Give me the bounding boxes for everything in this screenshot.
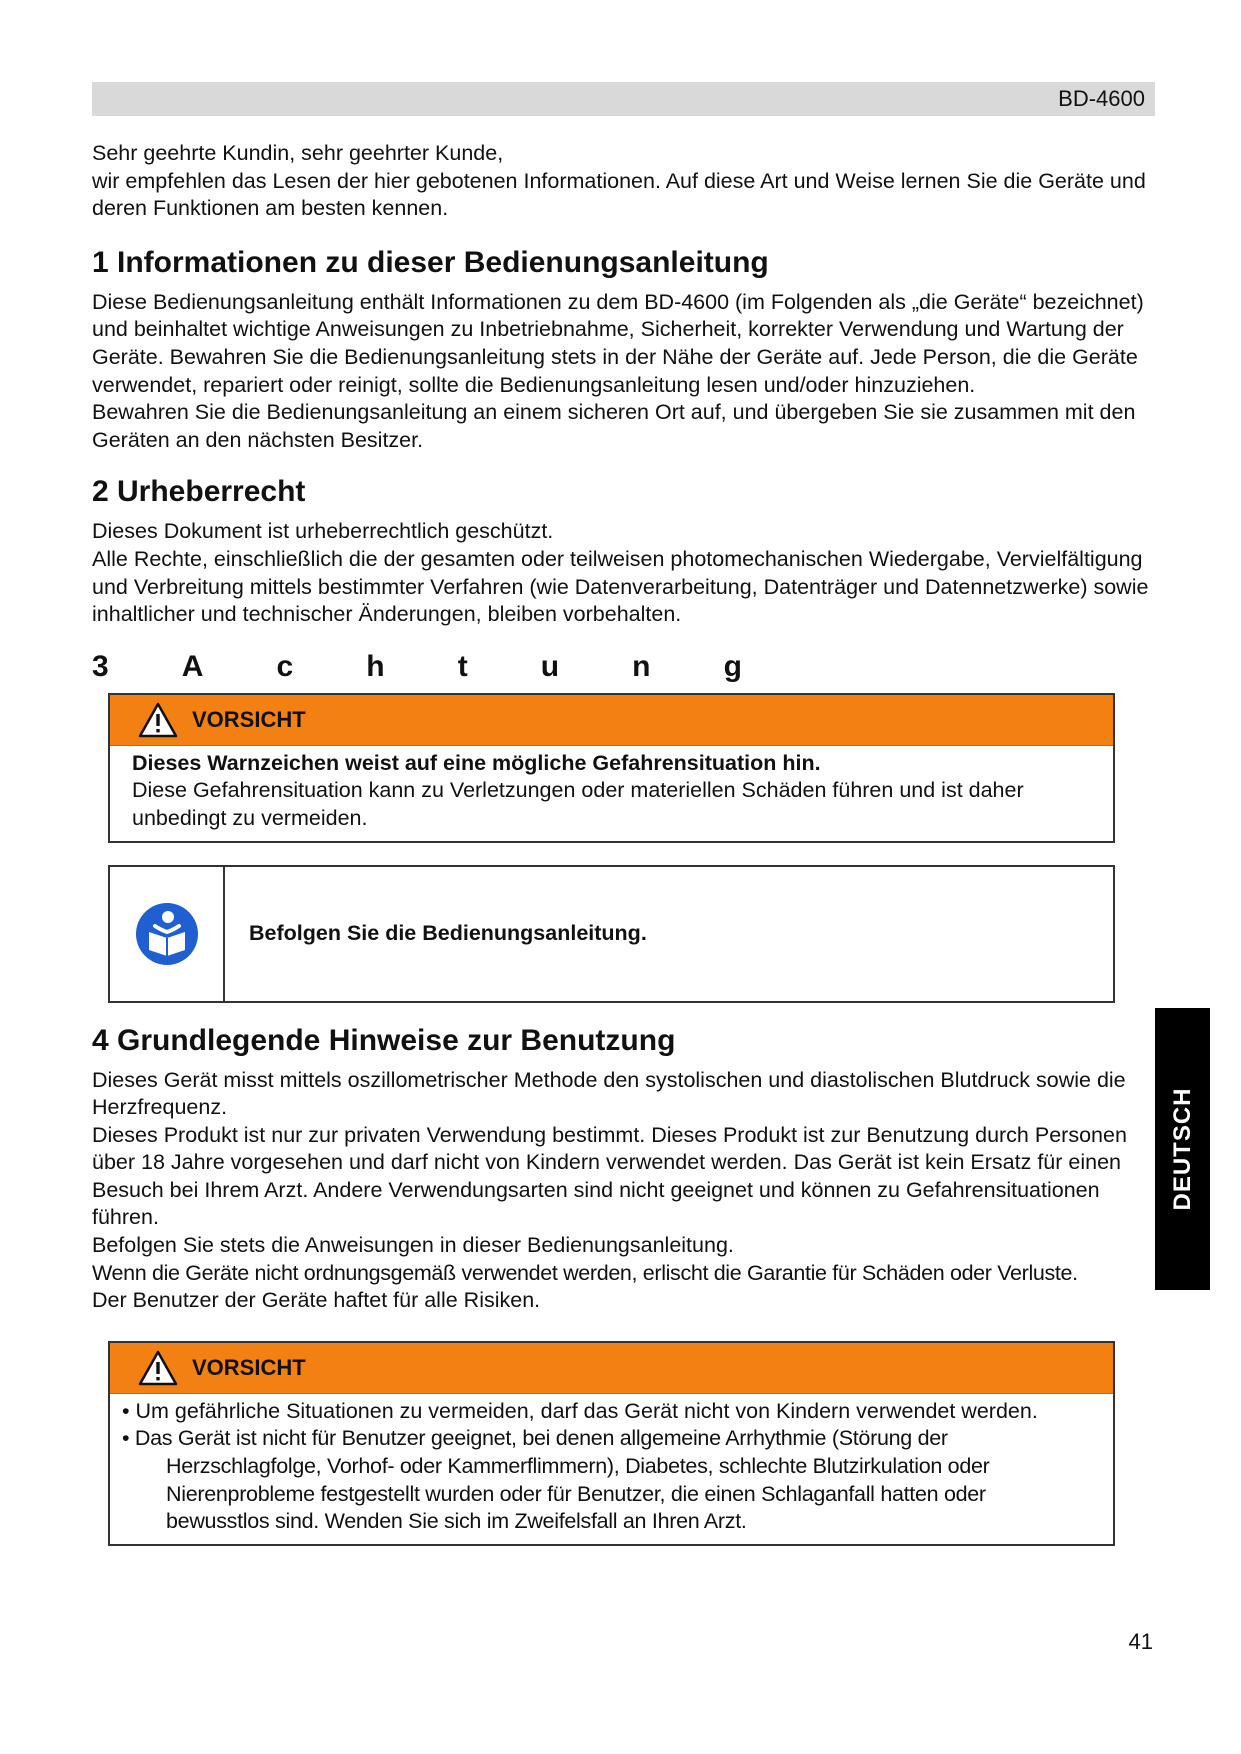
section-2-paragraph: Alle Rechte, einschließlich die der gesamten oder teilweisen photomechanischen Wiedergabe, Vervielfältigung und Verbreitung mittels bestimmter Verfahren (wie Datenverarbeitung, Datenträger und Datennetzwerke) sowie inhaltlicher und technischer Änderungen, bleiben vorbehalten. <box>92 546 1149 627</box>
greeting: Sehr geehrte Kundin, sehr geehrter Kunde, <box>92 141 504 165</box>
warning-lead: Dieses Warnzeichen weist auf eine mögliche Gefahrensituation hin. <box>132 750 821 775</box>
section-1-paragraph: Bewahren Sie die Bedienungsanleitung an einem sicheren Ort auf, und übergeben Sie sie zusammen mit den Geräten an den nächsten Besitzer. <box>92 400 1136 452</box>
heading-char: h <box>366 649 385 683</box>
section-4-heading: 4 Grundlegende Hinweise zur Benutzung <box>92 1023 676 1057</box>
section-2 <box>92 472 1160 628</box>
info-icon-cell <box>110 867 225 1001</box>
warning-list <box>110 1398 1093 1536</box>
warning-box <box>108 693 1115 843</box>
section-4-paragraph: Wenn die Geräte nicht ordnungsgemäß verwendet werden, erlischt die Garantie für Schäden oder Verluste. <box>92 1260 1078 1285</box>
header-bar <box>92 82 1155 116</box>
section-1-paragraph: Diese Bedienungsanleitung enthält Informationen zu dem BD-4600 (im Folgenden als „die Geräte“ bezeichnet) und beinhaltet wichtige Anweisungen zu Inbetriebnahme, Sicherheit, korrekter Verwendung und Wartung der Geräte. Bewahren Sie die Bedienungsanleitung stets in der Nähe der Geräte auf. Jede Person, die die Geräte verwendet, repariert oder reinigt, sollte die Bedienungsanleitung lesen und/oder hinzuziehen. <box>92 289 1144 397</box>
section-4-paragraph: Der Benutzer der Geräte haftet für alle Risiken. <box>92 1288 541 1313</box>
manual-info-box <box>108 865 1115 1003</box>
page-number: 41 <box>1128 1629 1153 1654</box>
warning-header <box>110 1343 1113 1394</box>
section-4-paragraph: Dieses Gerät misst mittels oszillometrischer Methode den systolischen und diastolischen Blutdruck sowie die Herzfrequenz. <box>92 1067 1126 1120</box>
info-text: Befolgen Sie die Bedienungsanleitung. <box>249 921 647 945</box>
warning-list-item: • Das Gerät ist nicht für Benutzer geeignet, bei denen allgemeine Arrhythmie (Störung der Herzschlagfolge, Vorhof- oder Kammerflimmern), Diabetes, schlechte Blutzirkulation oder Nierenprobleme festgestellt wurden oder für Benutzer, die einen Schlaganfall hatten oder bewusstlos sind. Wenden Sie sich im Zweifelsfall an Ihren Arzt. <box>122 1426 990 1534</box>
section-1 <box>92 243 1160 455</box>
section-4-paragraph: Befolgen Sie stets die Anweisungen in dieser Bedienungsanleitung. <box>92 1233 734 1258</box>
warning-header <box>110 695 1113 746</box>
model-name: BD-4600 <box>1058 86 1145 111</box>
section-4 <box>92 1021 1160 1546</box>
warning-text: Diese Gefahrensituation kann zu Verletzungen oder materiellen Schäden führen und ist daher unbedingt zu vermeiden. <box>132 778 1024 830</box>
warning-triangle-icon <box>138 702 178 738</box>
intro-text: wir empfehlen das Lesen der hier gebotenen Informationen. Auf diese Art und Weise lernen Sie die Geräte und deren Funktionen am besten kennen. <box>92 168 1146 221</box>
language-tab <box>1155 1008 1210 1290</box>
section-3 <box>92 647 1160 1003</box>
read-manual-icon <box>135 902 199 966</box>
section-3-heading <box>92 647 742 687</box>
warning-body <box>110 746 1113 841</box>
language-label: DEUTSCH <box>1168 1087 1196 1211</box>
section-2-heading: 2 Urheberrecht <box>92 475 306 509</box>
heading-char: 3 <box>92 649 109 683</box>
heading-char: t <box>457 649 468 683</box>
warning-triangle-icon <box>138 1350 178 1386</box>
heading-char: A <box>181 649 204 683</box>
page-content <box>92 140 1160 1546</box>
section-2-paragraph: Dieses Dokument ist urheberrechtlich geschützt. <box>92 519 554 544</box>
heading-char: u <box>540 649 560 683</box>
heading-char: c <box>276 649 294 683</box>
warning-list-item: • Um gefährliche Situationen zu vermeiden, darf das Gerät nicht von Kindern verwendet werden. <box>122 1398 1038 1423</box>
section-4-paragraph: Dieses Produkt ist nur zur privaten Verwendung bestimmt. Dieses Produkt ist zur Benutzung durch Personen über 18 Jahre vorgesehen und darf nicht von Kindern verwendet werden. Das Gerät ist kein Ersatz für einen Besuch bei Ihrem Arzt. Andere Verwendungsarten sind nicht geeignet und können zu Gefahrensituationen führen. <box>92 1122 1127 1230</box>
heading-char: n <box>632 649 651 683</box>
warning-body <box>110 1394 1113 1544</box>
heading-char: g <box>723 649 742 683</box>
warning-box-2 <box>108 1341 1115 1546</box>
warning-title: VORSICHT <box>192 1354 306 1380</box>
intro <box>92 140 1160 223</box>
section-1-heading: 1 Informationen zu dieser Bedienungsanleitung <box>92 245 769 279</box>
warning-title: VORSICHT <box>192 706 306 732</box>
